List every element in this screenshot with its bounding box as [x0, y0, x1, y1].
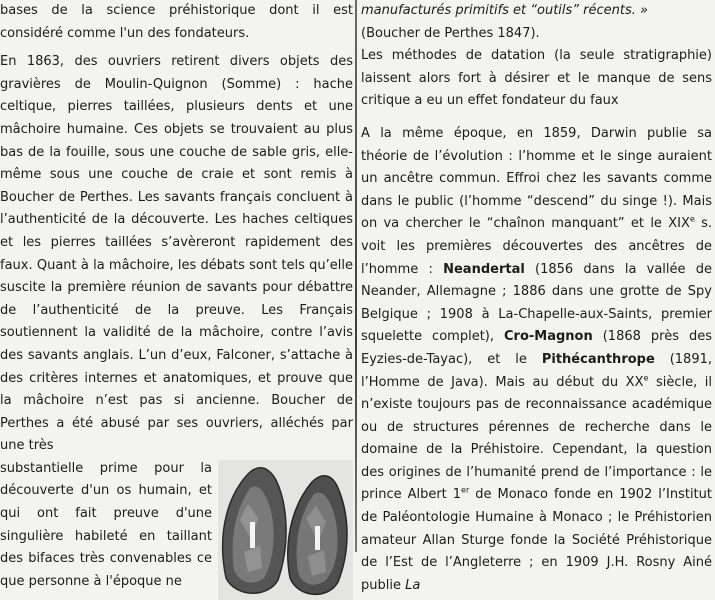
darwin-text-1: A la même époque, en 1859, Darwin publie sa théorie de l’évolution : l’homme et le singe auraient un ancêtre commun. Effroi chez les savants comme dans le public (l’homme “descend” du singe !). Mais on va chercher le “chaînon manquant” et le XIX — [361, 125, 712, 232]
darwin-text-5: (1891, l’Homme de Java). Mais au début du XX — [361, 351, 713, 390]
paragraph-darwin — [361, 123, 712, 597]
darwin-text-la: La — [405, 577, 421, 593]
sup-er: er — [461, 486, 470, 496]
darwin-text-2: s. voit les premières découvertes des ancêtres de l’homme : — [361, 216, 712, 277]
paragraph-intro: bases de la science préhistorique dont il est considéré comme l'un des fondateurs. — [0, 3, 353, 41]
paragraph-moulin-quignon-cont: substantielle prime pour la découverte d'un os humain, et qui ont fait preuve d'une singulière habileté en taillant des bifaces très convenables ce que personne à l'époque ne — [0, 460, 212, 589]
paragraph-dating: Les méthodes de datation (la seule stratigraphie) laissent alors fort à désirer et le manque de sens critique a eu un effet fondateur du faux — [361, 48, 712, 109]
column-divider — [355, 0, 357, 552]
term-neandertal: Neandertal — [443, 261, 525, 277]
term-pithecanthrope: Pithécanthrope — [541, 351, 655, 367]
quote-italic-text: manufacturés primitifs et “outils” récents. » — [361, 3, 649, 18]
darwin-text-4: (1868 près des Eyzies-de-Tayac), et le — [361, 329, 712, 367]
paragraph-moulin-quignon: En 1863, des ouvriers retirent divers objets des gravières de Moulin-Quignon (Somme) : hache celtique, pierres taillées, plusieurs dents et une mâchoire humaine. Ces objets se trouvaient au plus bas de la fouille, sous une couche de sable gris, elle-même sous une couche de craie et sont remis à Boucher de Perthes. Les savants français concluent à l’authenticité de la découverte. Les haches celtiques et les pierres taillées s’avèreront rapidement des faux. Quant à la mâchoire, les débats sont tels qu’elle suscite la première réunion de savants pour débattre de l’authenticité de la preuve. Les Français soutiennent la validité de la mâchoire, contre l’avis des savants anglais. L’un d’eux, Falconer, s’attache à des critères internes et anatomiques, et prouve que la mâchoire n’est pas si ancienne. Boucher de Perthes a été abusé par ses ouvriers, alléchés par une très — [0, 54, 353, 454]
quote-end — [361, 0, 712, 45]
darwin-text-7: de Monaco fonde en 1902 l’Institut de Paléontologie Humaine à Monaco ; le Préhistorien amateur Allan Sturge fonde la Société Préhistorique de l’Est de l’Angleterre ; en 1909 J.H. Rosny Ainé publie — [361, 487, 712, 593]
right-column — [361, 0, 713, 593]
left-column — [0, 0, 353, 589]
quote-reference: (Boucher de Perthes 1847). — [361, 25, 540, 41]
sup-e-19: e — [689, 215, 695, 225]
biface-photo — [218, 460, 353, 600]
darwin-text-3: (1856 dans la vallée de Neander, Allemagne ; 1886 dans une grotte de Spy Belgique ; 1908 à La-Chapelle-aux-Saints, premier squelette complet), — [361, 261, 712, 345]
sup-e-20: e — [643, 373, 649, 383]
term-cromagnon: Cro-Magnon — [504, 329, 593, 345]
darwin-text-6: siècle, il n’existe toujours pas de reconnaissance académique ou de structures pérennes de recherche dans le domaine de la Préhistoire. Cependant, la question des origines de l’humanité prend de l’importance : le prince Albert 1 — [361, 374, 713, 503]
